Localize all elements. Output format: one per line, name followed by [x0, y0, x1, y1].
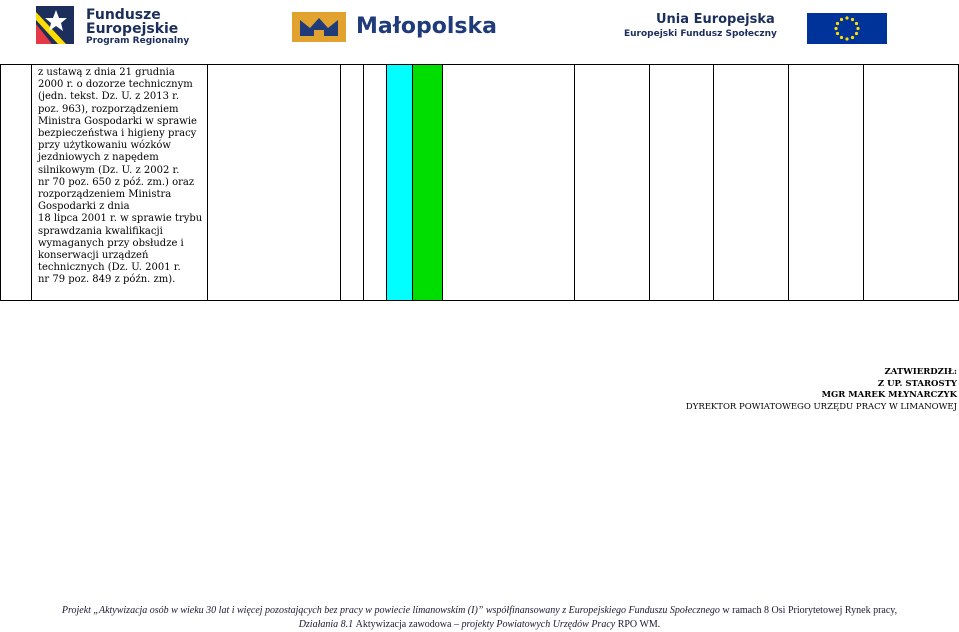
ue-title: Unia Europejska — [656, 12, 775, 27]
table-cell — [650, 65, 714, 301]
description-line: konserwacji urządzeń — [37, 250, 149, 262]
description-line: rozporządzeniem Ministra — [37, 189, 172, 201]
table-cell — [442, 65, 575, 301]
description-line: poz. 963), rozporządzeniem — [37, 103, 179, 115]
ue-subtitle: Europejski Fundusz Społeczny — [624, 29, 777, 39]
approval-position: DYREKTOR POWIATOWEGO URZĘDU PRACY W LIMANOWEJ — [685, 401, 957, 412]
approval-label: ZATWIERDZIŁ: — [884, 367, 957, 377]
description-line: 2000 r. o dozorze technicznym — [37, 79, 193, 91]
footer-projects-text: – projekty Powiatowych Urzędów Pracy — [451, 619, 618, 630]
description-line: jezdniowych z napędem — [37, 152, 159, 164]
description-line: (jedn. tekst. Dz. U. z 2013 r. — [37, 91, 180, 103]
table-cell — [575, 65, 650, 301]
fundusze-europejskie-logo — [36, 6, 216, 46]
table-cell-lp — [1, 65, 32, 301]
description-line: Ministra Gospodarki w sprawie — [37, 115, 197, 127]
fe-star-icon — [36, 6, 74, 44]
footer-line1 — [0, 604, 959, 618]
fe-title-line2: Europejskie — [86, 21, 179, 37]
unia-europejska-logo — [624, 13, 894, 45]
description-line: technicznych (Dz. U. 2001 r. — [37, 262, 181, 274]
description-line: przy użytkowaniu wózków — [37, 140, 171, 152]
logo-header — [0, 0, 959, 60]
approval-block — [686, 367, 957, 413]
table-row — [1, 65, 959, 301]
footer-program-text: RPO WM. — [617, 619, 661, 630]
description-line: bezpieczeństwa i higieny pracy — [37, 128, 197, 140]
description-line: Gospodarki z dnia — [37, 201, 130, 213]
fe-title-line3: Program Regionalny — [86, 36, 190, 46]
approval-authority: Z UP. STAROSTY — [877, 378, 957, 389]
description-line: 18 lipca 2001 r. w sprawie trybu — [37, 213, 203, 225]
table-cell — [789, 65, 864, 301]
table-cell — [714, 65, 789, 301]
table-cell — [864, 65, 959, 301]
description-line: sprawdzania kwalifikacji — [37, 225, 163, 237]
project-footer — [0, 604, 959, 632]
footer-action-label: Działania 8.1 — [298, 619, 356, 630]
description-line: wymaganych przy obsłudze i — [37, 237, 184, 249]
description-line: nr 70 poz. 650 z póź. zm.) oraz — [37, 176, 195, 188]
footer-action-name: Aktywizacja zawodowa — [355, 619, 452, 630]
malopolska-logo — [292, 12, 552, 44]
table-cell — [363, 65, 386, 301]
malopolska-emblem-icon — [292, 12, 346, 42]
table-cell-cyan-highlight — [386, 65, 412, 301]
description-line: nr 79 poz. 849 z późn. zm). — [37, 274, 176, 286]
footer-project-text: Projekt „Aktywizacja osób w wieku 30 lat i więcej pozostających bez pracy w powiecie limanowskim (I)” współfinansowany z Europejskiego Funduszu Społecznego — [61, 605, 720, 616]
table-cell — [207, 65, 340, 301]
table-cell-description — [31, 65, 207, 301]
malopolska-name: Małopolska — [356, 14, 497, 39]
schedule-table — [0, 64, 959, 301]
fe-title-line1: Fundusze — [86, 7, 161, 23]
table-cell-green-highlight — [412, 65, 442, 301]
eu-flag-icon — [807, 13, 887, 44]
footer-axis-text: w ramach 8 Osi Priorytetowej Rynek pracy, — [719, 605, 898, 616]
footer-line2 — [0, 618, 959, 632]
table-cell — [340, 65, 363, 301]
description-line: silnikowym (Dz. U. z 2002 r. — [37, 164, 180, 176]
approval-signatory: MGR MAREK MŁYNARCZYK — [821, 390, 957, 400]
description-line: z ustawą z dnia 21 grudnia — [37, 67, 175, 78]
